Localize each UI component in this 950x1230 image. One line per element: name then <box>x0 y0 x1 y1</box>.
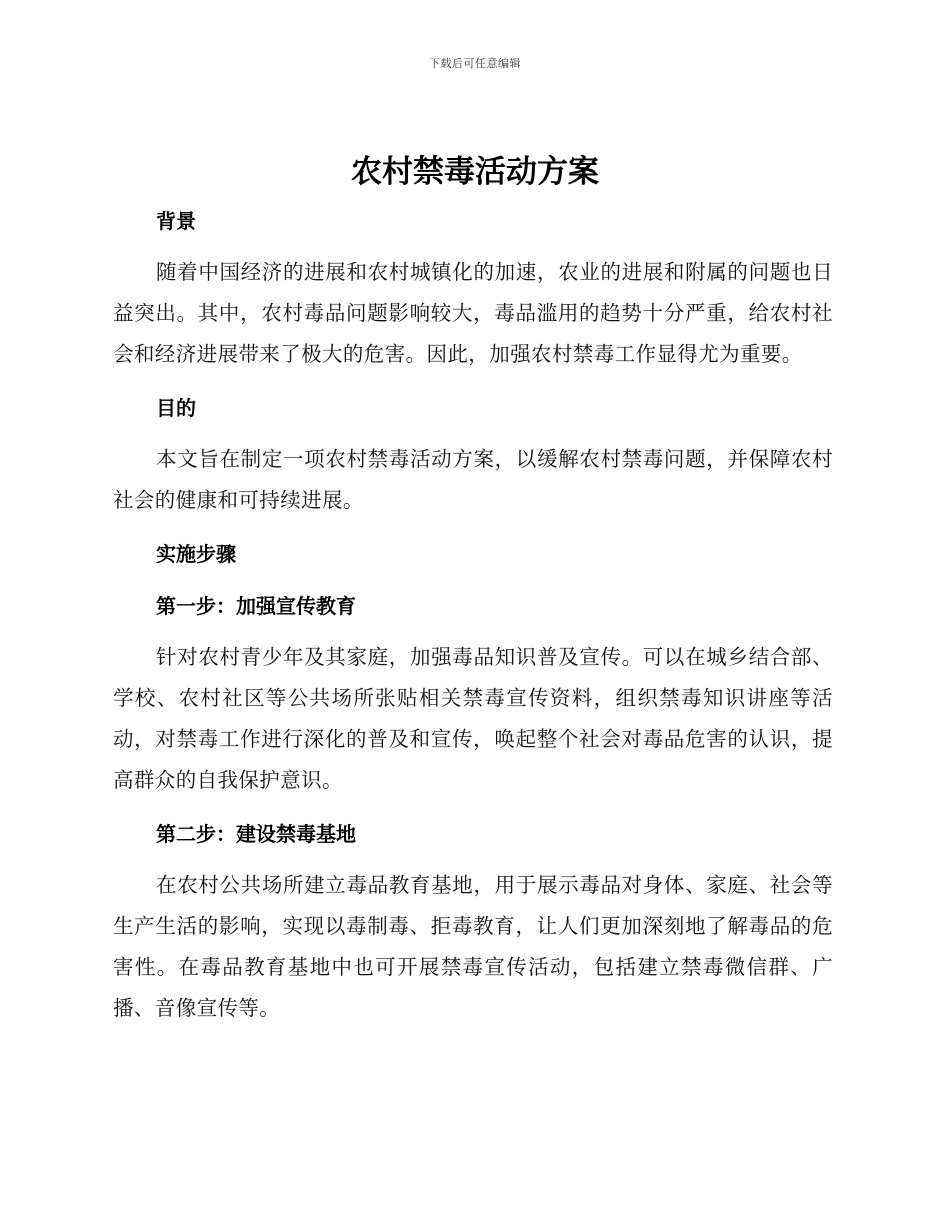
step-heading-1: 第一步：加强宣传教育 <box>156 594 356 618</box>
step-body-2: 在农村公共场所建立毒品教育基地，用于展示毒品对身体、家庭、社会等生产生活的影响，实现以毒制毒、拒毒教育，让人们更加深刻地了解毒品的危害性。在毒品教育基地中也可开展禁毒宣传活动，包括建立禁毒微信群、广播、音像宣传等。 <box>113 873 833 1020</box>
section-body-purpose: 本文旨在制定一项农村禁毒活动方案，以缓解农村禁毒问题，并保障农村社会的健康和可持续进展。 <box>113 447 833 512</box>
step-heading-2: 第二步：建设禁毒基地 <box>156 822 356 846</box>
header-note: 下载后可任意编辑 <box>429 57 521 70</box>
step-body-1: 针对农村青少年及其家庭，加强毒品知识普及宣传。可以在城乡结合部、学校、农村社区等公共场所张贴相关禁毒宣传资料，组织禁毒知识讲座等活动，对禁毒工作进行深化的普及和宣传，唤起整个社会对毒品危害的认识，提高群众的自我保护意识。 <box>113 645 833 792</box>
section-heading-implementation: 实施步骤 <box>156 542 236 566</box>
document-title: 农村禁毒活动方案 <box>351 154 599 190</box>
document-body <box>113 200 833 1029</box>
section-body-background: 随着中国经济的进展和农村城镇化的加速，农业的进展和附属的问题也日益突出。其中，农村毒品问题影响较大，毒品滥用的趋势十分严重，给农村社会和经济进展带来了极大的危害。因此，加强农村禁毒工作显得尤为重要。 <box>113 260 833 366</box>
section-heading-purpose: 目的 <box>156 396 196 420</box>
section-heading-background: 背景 <box>156 209 196 233</box>
